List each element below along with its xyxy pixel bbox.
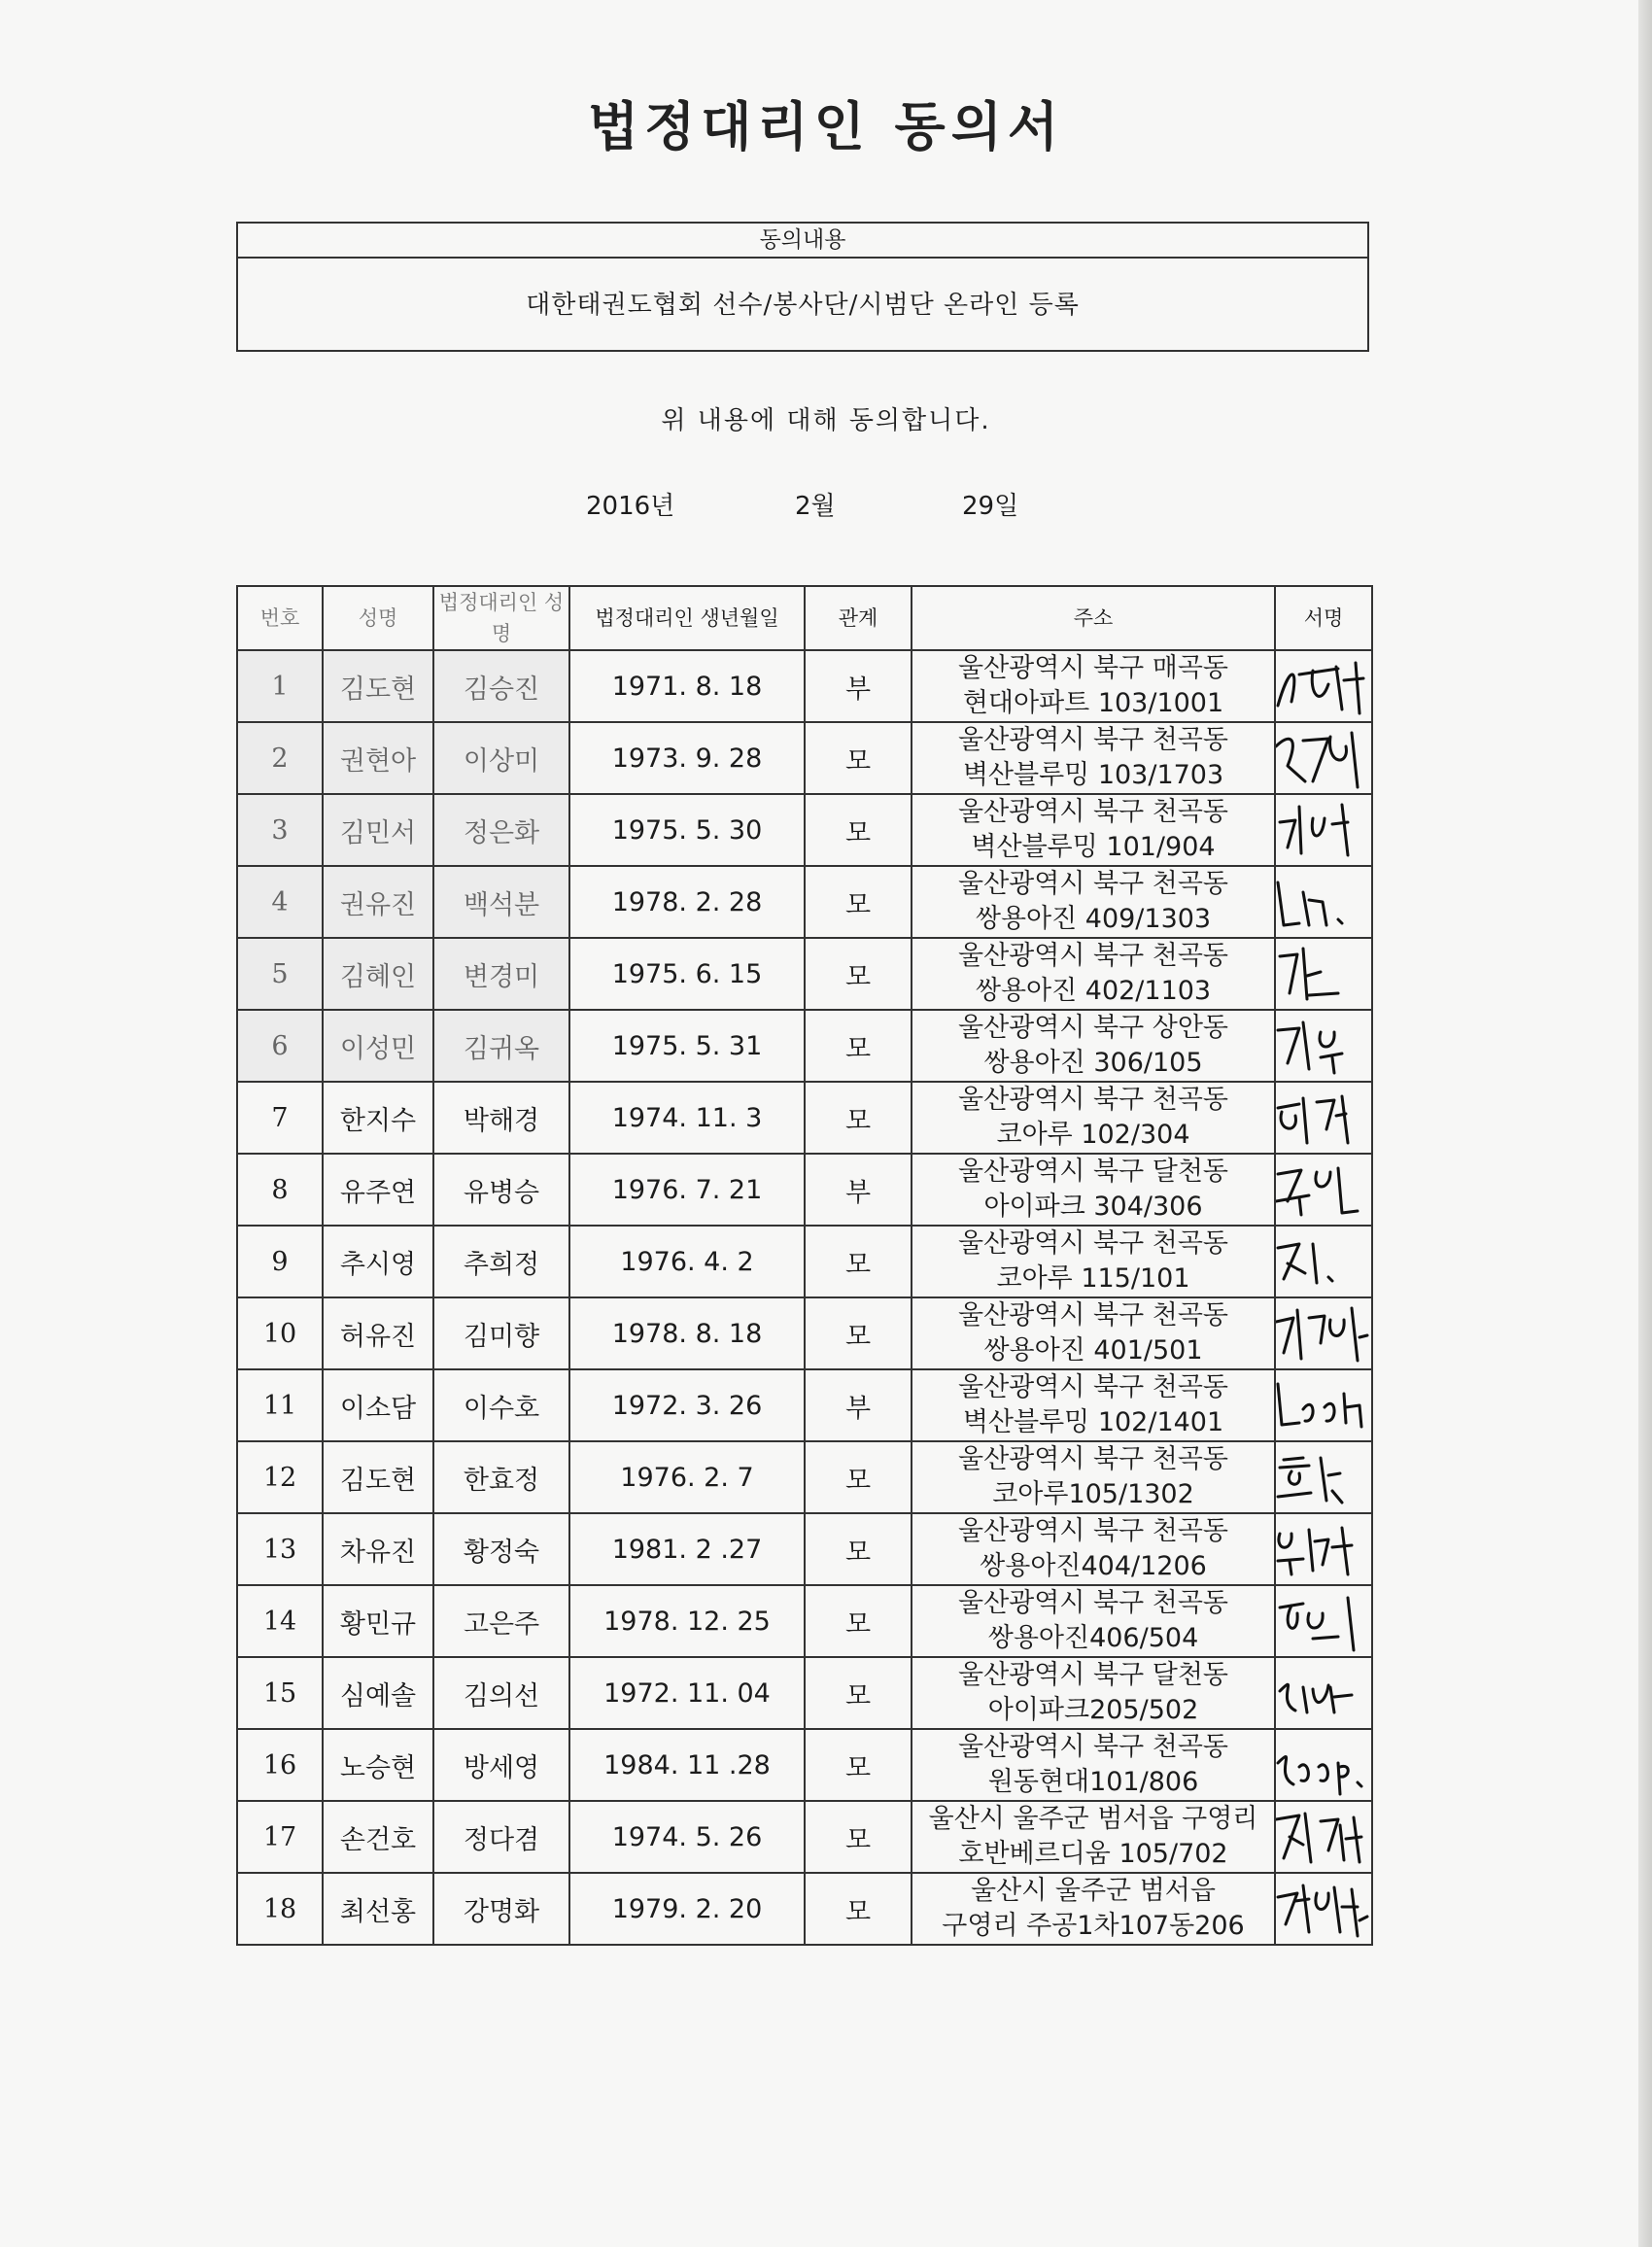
address-line-1: 울산광역시 북구 상안동 bbox=[958, 1013, 1228, 1043]
student-name: 추시영 bbox=[323, 1226, 433, 1297]
relation: 모 bbox=[805, 1297, 912, 1369]
relation: 부 bbox=[805, 1154, 912, 1226]
relation: 모 bbox=[805, 1226, 912, 1297]
handwritten-signature bbox=[1275, 1082, 1372, 1154]
address-line-2: 구영리 주공1차107동206 bbox=[942, 1911, 1245, 1941]
row-number: 15 bbox=[237, 1657, 323, 1729]
address-line-1: 울산시 울주군 범서읍 구영리 bbox=[928, 1804, 1258, 1834]
relation: 모 bbox=[805, 794, 912, 866]
student-name: 권현아 bbox=[323, 722, 433, 794]
handwritten-signature bbox=[1275, 1154, 1372, 1226]
guardian-name: 변경미 bbox=[433, 938, 569, 1010]
table-row bbox=[237, 1657, 1372, 1729]
guardian-birth: 1972. 3. 26 bbox=[569, 1369, 805, 1441]
address-line-1: 울산광역시 북구 천곡동 bbox=[958, 797, 1228, 827]
guardian-birth: 1975. 5. 31 bbox=[569, 1010, 805, 1082]
address bbox=[912, 1801, 1275, 1873]
address-line-1: 울산광역시 북구 천곡동 bbox=[958, 941, 1228, 971]
row-number: 11 bbox=[237, 1369, 323, 1441]
guardian-name: 추희정 bbox=[433, 1226, 569, 1297]
relation: 부 bbox=[805, 650, 912, 722]
guardian-name: 강명화 bbox=[433, 1873, 569, 1945]
guardian-birth: 1981. 2 .27 bbox=[569, 1513, 805, 1585]
guardian-name: 유병승 bbox=[433, 1154, 569, 1226]
relation: 모 bbox=[805, 1441, 912, 1513]
row-number: 7 bbox=[237, 1082, 323, 1154]
relation: 모 bbox=[805, 938, 912, 1010]
student-name: 유주연 bbox=[323, 1154, 433, 1226]
student-name: 김도현 bbox=[323, 1441, 433, 1513]
address-line-2: 쌍용아진 402/1103 bbox=[975, 976, 1212, 1006]
student-name: 이성민 bbox=[323, 1010, 433, 1082]
guardian-birth: 1978. 8. 18 bbox=[569, 1297, 805, 1369]
header-relation: 관계 bbox=[805, 586, 912, 650]
guardian-name: 박해경 bbox=[433, 1082, 569, 1154]
table-header-row bbox=[237, 586, 1372, 650]
table-row bbox=[237, 1154, 1372, 1226]
address bbox=[912, 1441, 1275, 1513]
address-line-2: 벽산블루밍 102/1401 bbox=[962, 1407, 1224, 1437]
guardian-birth: 1976. 2. 7 bbox=[569, 1441, 805, 1513]
address bbox=[912, 722, 1275, 794]
address-line-2: 아이파크 304/306 bbox=[983, 1192, 1203, 1222]
address bbox=[912, 938, 1275, 1010]
table-row bbox=[237, 1801, 1372, 1873]
consent-box bbox=[236, 222, 1369, 352]
address-line-1: 울산광역시 북구 천곡동 bbox=[958, 1372, 1228, 1402]
address-line-1: 울산광역시 북구 천곡동 bbox=[958, 1444, 1228, 1474]
handwritten-signature bbox=[1275, 866, 1372, 938]
address-line-2: 쌍용아진 306/105 bbox=[983, 1048, 1203, 1078]
address-line-1: 울산광역시 북구 달천동 bbox=[958, 1660, 1228, 1690]
relation: 모 bbox=[805, 1657, 912, 1729]
header-name: 성명 bbox=[323, 586, 433, 650]
guardian-birth: 1974. 5. 26 bbox=[569, 1801, 805, 1873]
address-line-1: 울산광역시 북구 매곡동 bbox=[958, 653, 1228, 683]
address-line-1: 울산광역시 북구 천곡동 bbox=[958, 1085, 1228, 1115]
address-line-1: 울산광역시 북구 천곡동 bbox=[958, 725, 1228, 755]
address-line-2: 현대아파트 103/1001 bbox=[962, 688, 1224, 718]
address-line-1: 울산광역시 북구 천곡동 bbox=[958, 1300, 1228, 1331]
student-name: 김혜인 bbox=[323, 938, 433, 1010]
guardian-name: 김귀옥 bbox=[433, 1010, 569, 1082]
student-name: 김도현 bbox=[323, 650, 433, 722]
table-row bbox=[237, 1513, 1372, 1585]
row-number: 17 bbox=[237, 1801, 323, 1873]
address bbox=[912, 1729, 1275, 1801]
row-number: 16 bbox=[237, 1729, 323, 1801]
relation: 모 bbox=[805, 1513, 912, 1585]
row-number: 5 bbox=[237, 938, 323, 1010]
address-line-2: 벽산블루밍 101/904 bbox=[971, 832, 1216, 862]
guardian-name: 정다겸 bbox=[433, 1801, 569, 1873]
table-row bbox=[237, 1226, 1372, 1297]
handwritten-signature bbox=[1275, 938, 1372, 1010]
address bbox=[912, 650, 1275, 722]
guardian-birth: 1975. 6. 15 bbox=[569, 938, 805, 1010]
table-row bbox=[237, 794, 1372, 866]
address-line-2: 쌍용아진 401/501 bbox=[983, 1335, 1203, 1365]
handwritten-signature bbox=[1275, 1729, 1372, 1801]
address-line-1: 울산시 울주군 범서읍 bbox=[971, 1876, 1216, 1906]
table-row bbox=[237, 650, 1372, 722]
table-row bbox=[237, 866, 1372, 938]
address-line-2: 호반베르디움 105/702 bbox=[958, 1839, 1228, 1869]
row-number: 10 bbox=[237, 1297, 323, 1369]
relation: 모 bbox=[805, 866, 912, 938]
table-row bbox=[237, 938, 1372, 1010]
table-row bbox=[237, 1873, 1372, 1945]
guardian-name: 백석분 bbox=[433, 866, 569, 938]
address bbox=[912, 794, 1275, 866]
row-number: 18 bbox=[237, 1873, 323, 1945]
handwritten-signature bbox=[1275, 650, 1372, 722]
address-line-2: 아이파크205/502 bbox=[987, 1695, 1199, 1725]
student-name: 김민서 bbox=[323, 794, 433, 866]
guardian-name: 김의선 bbox=[433, 1657, 569, 1729]
relation: 모 bbox=[805, 1873, 912, 1945]
row-number: 6 bbox=[237, 1010, 323, 1082]
student-name: 손건호 bbox=[323, 1801, 433, 1873]
handwritten-signature bbox=[1275, 722, 1372, 794]
document-title: 법정대리인 동의서 bbox=[587, 95, 1065, 157]
handwritten-signature bbox=[1275, 1513, 1372, 1585]
guardian-name: 이상미 bbox=[433, 722, 569, 794]
address bbox=[912, 1585, 1275, 1657]
guardian-table bbox=[236, 585, 1373, 1946]
handwritten-signature bbox=[1275, 1010, 1372, 1082]
address bbox=[912, 1154, 1275, 1226]
date-year: 2016년 bbox=[586, 492, 675, 521]
guardian-birth: 1971. 8. 18 bbox=[569, 650, 805, 722]
student-name: 이소담 bbox=[323, 1369, 433, 1441]
address-line-2: 벽산블루밍 103/1703 bbox=[962, 760, 1224, 790]
consent-header: 동의내용 bbox=[238, 224, 1367, 259]
relation: 모 bbox=[805, 722, 912, 794]
student-name: 권유진 bbox=[323, 866, 433, 938]
row-number: 3 bbox=[237, 794, 323, 866]
relation: 모 bbox=[805, 1801, 912, 1873]
address bbox=[912, 1513, 1275, 1585]
consent-content: 대한태권도협회 선수/봉사단/시범단 온라인 등록 bbox=[526, 291, 1080, 320]
address bbox=[912, 1873, 1275, 1945]
student-name: 황민규 bbox=[323, 1585, 433, 1657]
guardian-name: 이수호 bbox=[433, 1369, 569, 1441]
address bbox=[912, 1010, 1275, 1082]
student-name: 한지수 bbox=[323, 1082, 433, 1154]
header-guardian-birth: 법정대리인 생년월일 bbox=[569, 586, 805, 650]
address bbox=[912, 1297, 1275, 1369]
date-month: 2월 bbox=[795, 492, 836, 521]
student-name: 차유진 bbox=[323, 1513, 433, 1585]
header-signature: 서명 bbox=[1275, 586, 1372, 650]
handwritten-signature bbox=[1275, 1226, 1372, 1297]
row-number: 8 bbox=[237, 1154, 323, 1226]
table-row bbox=[237, 1082, 1372, 1154]
student-name: 심예솔 bbox=[323, 1657, 433, 1729]
guardian-birth: 1972. 11. 04 bbox=[569, 1657, 805, 1729]
handwritten-signature bbox=[1275, 1441, 1372, 1513]
header-no: 번호 bbox=[237, 586, 323, 650]
guardian-name: 한효정 bbox=[433, 1441, 569, 1513]
guardian-birth: 1979. 2. 20 bbox=[569, 1873, 805, 1945]
agreement-text: 위 내용에 대해 동의합니다. bbox=[661, 406, 991, 435]
row-number: 2 bbox=[237, 722, 323, 794]
guardian-birth: 1978. 12. 25 bbox=[569, 1585, 805, 1657]
guardian-birth: 1975. 5. 30 bbox=[569, 794, 805, 866]
guardian-birth: 1976. 4. 2 bbox=[569, 1226, 805, 1297]
table-row bbox=[237, 1729, 1372, 1801]
guardian-name: 황정숙 bbox=[433, 1513, 569, 1585]
relation: 모 bbox=[805, 1729, 912, 1801]
guardian-name: 정은화 bbox=[433, 794, 569, 866]
address-line-1: 울산광역시 북구 천곡동 bbox=[958, 1732, 1228, 1762]
address bbox=[912, 1657, 1275, 1729]
address-line-1: 울산광역시 북구 달천동 bbox=[958, 1157, 1228, 1187]
guardian-birth: 1978. 2. 28 bbox=[569, 866, 805, 938]
relation: 모 bbox=[805, 1010, 912, 1082]
address-line-2: 원동현대101/806 bbox=[987, 1767, 1199, 1797]
address-line-1: 울산광역시 북구 천곡동 bbox=[958, 1516, 1228, 1546]
guardian-name: 방세영 bbox=[433, 1729, 569, 1801]
table-row bbox=[237, 722, 1372, 794]
handwritten-signature bbox=[1275, 1873, 1372, 1945]
date-day: 29일 bbox=[962, 492, 1019, 521]
header-address: 주소 bbox=[912, 586, 1275, 650]
table-row bbox=[237, 1441, 1372, 1513]
address-line-2: 쌍용아진404/1206 bbox=[980, 1551, 1207, 1581]
relation: 부 bbox=[805, 1369, 912, 1441]
address-line-1: 울산광역시 북구 천곡동 bbox=[958, 869, 1228, 899]
student-name: 노승현 bbox=[323, 1729, 433, 1801]
table-row bbox=[237, 1369, 1372, 1441]
address-line-2: 쌍용아진 409/1303 bbox=[975, 904, 1212, 934]
row-number: 14 bbox=[237, 1585, 323, 1657]
row-number: 13 bbox=[237, 1513, 323, 1585]
handwritten-signature bbox=[1275, 794, 1372, 866]
row-number: 4 bbox=[237, 866, 323, 938]
address bbox=[912, 1082, 1275, 1154]
guardian-name: 김미향 bbox=[433, 1297, 569, 1369]
guardian-name: 고은주 bbox=[433, 1585, 569, 1657]
row-number: 9 bbox=[237, 1226, 323, 1297]
handwritten-signature bbox=[1275, 1585, 1372, 1657]
address bbox=[912, 1226, 1275, 1297]
relation: 모 bbox=[805, 1585, 912, 1657]
address bbox=[912, 1369, 1275, 1441]
handwritten-signature bbox=[1275, 1801, 1372, 1873]
address-line-2: 코아루105/1302 bbox=[992, 1479, 1194, 1509]
handwritten-signature bbox=[1275, 1297, 1372, 1369]
guardian-birth: 1973. 9. 28 bbox=[569, 722, 805, 794]
address-line-2: 쌍용아진406/504 bbox=[987, 1623, 1199, 1653]
address bbox=[912, 866, 1275, 938]
address-line-2: 코아루 115/101 bbox=[996, 1263, 1190, 1294]
table-row bbox=[237, 1585, 1372, 1657]
handwritten-signature bbox=[1275, 1657, 1372, 1729]
guardian-birth: 1984. 11 .28 bbox=[569, 1729, 805, 1801]
scan-page-edge bbox=[1638, 0, 1652, 2247]
guardian-birth: 1974. 11. 3 bbox=[569, 1082, 805, 1154]
relation: 모 bbox=[805, 1082, 912, 1154]
address-line-1: 울산광역시 북구 천곡동 bbox=[958, 1228, 1228, 1259]
row-number: 1 bbox=[237, 650, 323, 722]
table-row bbox=[237, 1010, 1372, 1082]
table-row bbox=[237, 1297, 1372, 1369]
guardian-name: 김승진 bbox=[433, 650, 569, 722]
student-name: 허유진 bbox=[323, 1297, 433, 1369]
student-name: 최선홍 bbox=[323, 1873, 433, 1945]
address-line-2: 코아루 102/304 bbox=[996, 1120, 1190, 1150]
guardian-birth: 1976. 7. 21 bbox=[569, 1154, 805, 1226]
handwritten-signature bbox=[1275, 1369, 1372, 1441]
header-guardian-name: 법정대리인 성명 bbox=[433, 586, 569, 650]
address-line-1: 울산광역시 북구 천곡동 bbox=[958, 1588, 1228, 1618]
row-number: 12 bbox=[237, 1441, 323, 1513]
